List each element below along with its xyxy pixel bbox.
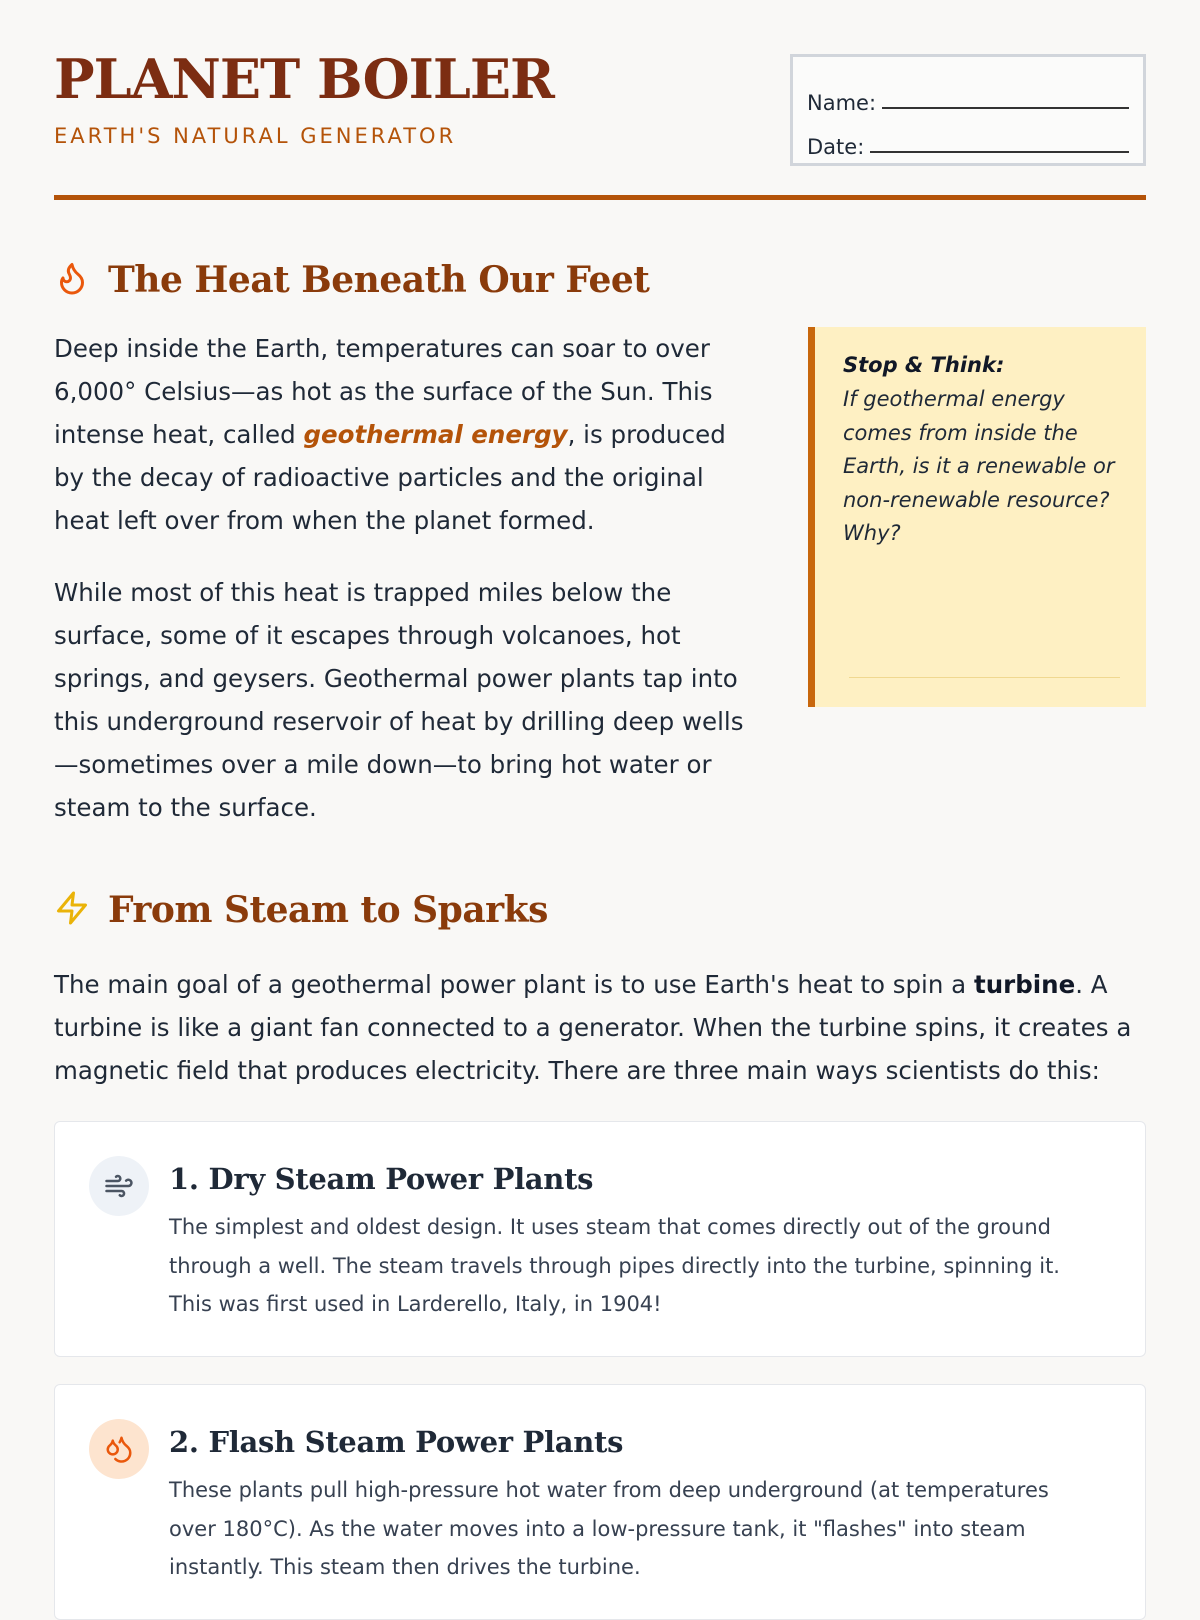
droplets-icon [89, 1419, 149, 1479]
name-blank-line[interactable] [882, 106, 1129, 109]
callout-question: If geothermal energy comes from inside the Earth, is it a renewable or non-renewable resource? Why? [843, 387, 1115, 545]
date-label: Date: [807, 135, 865, 159]
section-heading-heat [54, 258, 649, 302]
date-row [807, 115, 1129, 159]
card-text: The simplest and oldest design. It uses steam that comes directly out of the ground through a well. The steam travels through pipes directly into the turbine, spinning it. This was first used in Larderello, Italy, in 1904! [169, 1215, 1060, 1316]
paragraph-heat-1 [54, 327, 754, 542]
name-date-box [790, 54, 1146, 166]
key-term-geothermal: geothermal energy [303, 420, 568, 449]
section-title: The Heat Beneath Our Feet [108, 259, 650, 301]
callout-title: Stop & Think: [843, 353, 1005, 377]
section-heading-steam [54, 888, 548, 932]
paragraph-text: Deep inside the Earth, temperatures can soar to over 6,000° Celsius—as hot as the surface of the Sun. This intense heat, called [54, 334, 713, 449]
answer-line[interactable] [849, 677, 1120, 678]
plant-type-card-dry-steam [54, 1121, 1146, 1357]
paragraph-turbine-intro [54, 963, 1146, 1092]
key-term-turbine: turbine [973, 970, 1076, 999]
name-row [807, 71, 1129, 115]
paragraph-text: The main goal of a geothermal power plant is to use Earth's heat to spin a [54, 970, 974, 999]
plant-type-card-flash-steam [54, 1384, 1146, 1620]
stop-and-think-callout [808, 327, 1146, 707]
card-title: 2. Flash Steam Power Plants [169, 1425, 624, 1459]
flame-icon [54, 258, 90, 302]
wind-icon [89, 1156, 149, 1216]
card-text: These plants pull high-pressure hot water from deep underground (at temperatures over 180°C). As the water moves into a low-pressure tank, it "flashes" into steam instantly. This steam then drives the turbine. [169, 1478, 1049, 1579]
date-blank-line[interactable] [870, 150, 1129, 153]
lightning-bolt-icon [54, 888, 90, 932]
section-title: From Steam to Sparks [108, 889, 548, 931]
card-title: 1. Dry Steam Power Plants [169, 1162, 594, 1196]
page-subtitle: EARTH'S NATURAL GENERATOR [54, 124, 457, 148]
page-title: PLANET BOILER [54, 47, 554, 111]
paragraph-heat-2: While most of this heat is trapped miles below the surface, some of it escapes through volcanoes, hot springs, and geysers. Geothermal power plants tap into this underground reservoir of heat by drilling deep wells—sometimes over a mile down—to bring hot water or steam to the surface. [54, 578, 744, 822]
paragraph-text: . A turbine is like a giant fan connected to a generator. When the turbine spins, it creates a magnetic field that produces electricity. There are three main ways scientists do this: [54, 970, 1132, 1085]
worksheet-header [54, 0, 1146, 200]
paragraph-text: , is produced by the decay of radioactive particles and the original heat left over from when the planet formed. [54, 420, 726, 535]
name-label: Name: [807, 91, 877, 115]
